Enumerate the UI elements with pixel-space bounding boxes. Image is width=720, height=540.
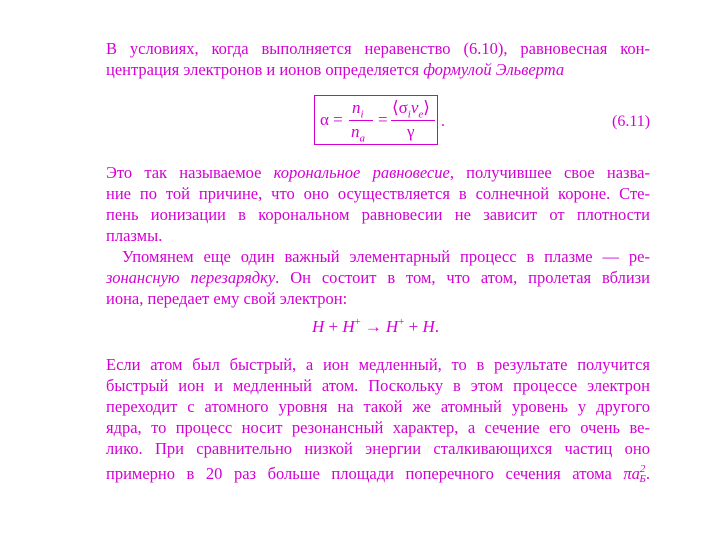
paragraph4-line3: переходит с атомного уровня на такой же атомный уровень у другого	[106, 397, 650, 416]
paragraph3-line1: Упомянем еще один важный элементарный процесс в плазме — ре-	[122, 247, 650, 266]
paragraph3-line2-b: . Он состоит в том, что атом, пролетая вблизи	[275, 268, 650, 287]
formula-equals: =	[378, 110, 388, 129]
paragraph4-line4: ядра, то процесс носит резонансный характер, а сечение его очень ве-	[106, 418, 650, 437]
paragraph2-line4: плазмы.	[106, 226, 163, 245]
paragraph4-line6-text: примерно в 20 раз больше площади поперечного сечения атома	[106, 464, 624, 483]
elvert-formula-term: формулой Эльверта	[423, 60, 565, 79]
formula-denominator-gamma: γ	[407, 122, 415, 141]
paragraph1-line2-text: центрация электронов и ионов определяется	[106, 60, 424, 79]
paragraph2-line3: пень ионизации в корональном равновесии не зависит от плотности	[106, 205, 650, 224]
coronal-equilibrium-term: корональное равновесие	[273, 163, 450, 182]
charge-exchange-reaction: H + H+ → H+ + H.	[312, 316, 439, 336]
paragraph4-line6: примерно в 20 раз больше площади поперечного сечения атома $\pi a^2_Б$.	[106, 463, 650, 485]
paragraph4-line1: Если атом был быстрый, а ион медленный, то в результате получится	[106, 355, 650, 374]
paragraph4-line2: быстрый ион и медленный атом. Поскольку в этом процессе электрон	[106, 376, 650, 395]
formula-numerator-sigma-v: $⟨\sigma_iv_e⟩$	[392, 98, 430, 121]
formula-box	[314, 95, 438, 145]
paragraph3-line2	[106, 267, 650, 288]
paragraph2-line1-a: Это так называемое	[106, 163, 274, 182]
paragraph4-line5: лико. При сравнительно низкой энергии сталкивающихся частиц оно	[106, 439, 650, 458]
formula-numerator-ni: $n_i$	[352, 98, 364, 121]
paragraph2-line1-b: , получившее свое назва-	[449, 163, 650, 182]
paragraph2-line2: ние по той причине, что оно осуществляется в солнечной короне. Сте-	[106, 184, 650, 203]
paragraph1-line1: В условиях, когда выполняется неравенство (6.10), равновесная кон-	[106, 39, 650, 58]
paragraph1-line2	[106, 59, 650, 80]
resonant-charge-exchange-term: зонансную перезарядку	[106, 268, 276, 287]
atom-cross-section-formula: $\pi a^2_Б$	[623, 463, 646, 485]
formula-denominator-na: $n_a$	[351, 122, 365, 145]
formula-period: .	[441, 113, 445, 130]
paragraph2-line1	[106, 162, 650, 183]
paragraph3-line3: иона, передает ему свой электрон:	[106, 289, 348, 308]
formula-alpha: α =	[320, 110, 343, 129]
equation-number: (6.11)	[612, 113, 651, 130]
